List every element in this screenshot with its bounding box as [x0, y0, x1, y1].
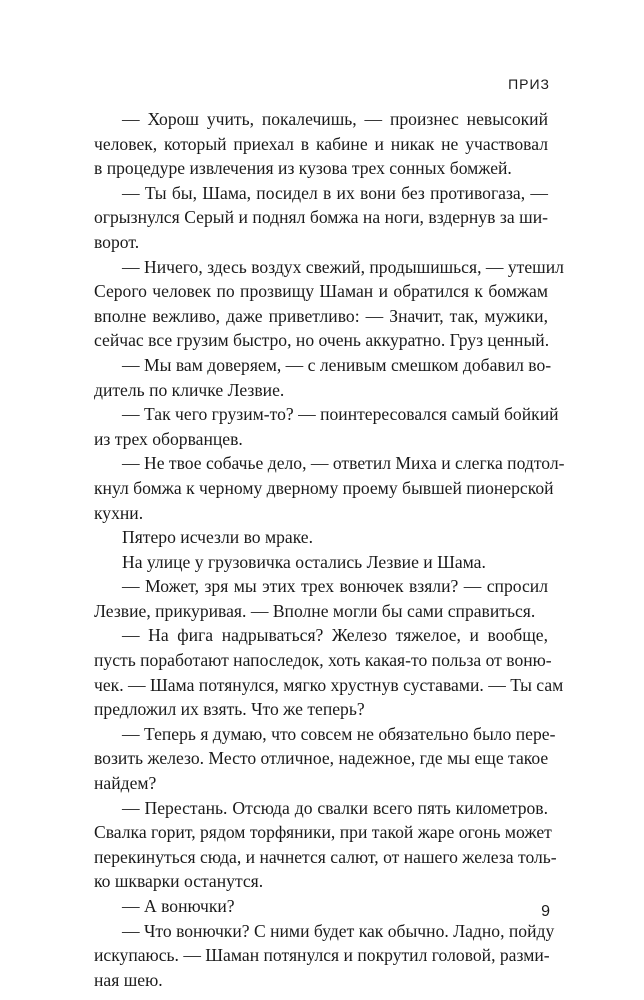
- text-line: дитель по кличке Лезвие.: [94, 379, 285, 400]
- text-line: сейчас все грузим быстро, но очень аккуратно. Груз ценный.: [94, 330, 550, 351]
- text-line: Свалка горит, рядом торфяники, при такой жаре огонь может: [94, 822, 552, 843]
- text-line: — Мы вам доверяем, — с ленивым смешком добавил во-: [122, 354, 552, 375]
- paragraph: [94, 451, 565, 525]
- paragraph: [94, 181, 548, 255]
- text-line: На улице у грузовичка остались Лезвие и Шама.: [122, 551, 486, 572]
- paragraph: [94, 623, 564, 721]
- paragraph: [94, 107, 548, 181]
- paragraph: [94, 574, 548, 623]
- paragraph: [94, 402, 559, 451]
- text-line: — Ничего, здесь воздух свежий, продышишься, — утешил: [122, 256, 564, 277]
- text-line: Пятеро исчезли во мраке.: [122, 527, 314, 548]
- text-line: вполне вежливо, даже приветливо: — Значит, так, мужики,: [94, 305, 548, 326]
- text-line: кнул бомжа к черному дверному проему бывшей пионерской: [94, 477, 554, 498]
- paragraph: [94, 722, 556, 796]
- running-title: ПРИЗ: [508, 76, 550, 92]
- text-line: — Не твое собачье дело, — ответил Миха и слегка подтол-: [122, 453, 565, 474]
- paragraph: [94, 255, 564, 353]
- text-line: Лезвие, прикуривая. — Вполне могли бы сами справиться.: [94, 600, 536, 621]
- text-line: — Ты бы, Шама, посидел в их вони без противогаза, —: [122, 182, 548, 203]
- text-line: чек. — Шама потянулся, мягко хрустнув суставами. — Ты сам: [94, 674, 564, 695]
- page-number: 9: [541, 903, 550, 920]
- paragraph: [94, 796, 557, 894]
- text-line: перекинуться сюда, и начнется салют, от нашего железа толь-: [94, 846, 557, 867]
- text-line: — Хорош учить, покалечишь, — произнес невысокий: [122, 109, 548, 129]
- text-line: из трех оборванцев.: [94, 428, 243, 449]
- paragraph: [94, 525, 548, 550]
- text-line: пусть поработают напоследок, хоть какая-то польза от воню-: [94, 650, 552, 671]
- paragraph: [94, 353, 552, 402]
- text-line: ная шею.: [94, 969, 163, 990]
- text-line: — Может, зря мы этих трех вонючек взяли? — спросил: [122, 576, 548, 597]
- text-line: — Что вонючки? С ними будет как обычно. Ладно, пойду: [122, 920, 555, 941]
- text-line: — А вонючки?: [122, 896, 235, 916]
- text-line: возить железо. Место отличное, надежное, где мы еще такое: [94, 748, 549, 769]
- text-line: Серого человек по прозвищу Шаман и обратился к бомжам: [94, 281, 548, 302]
- text-line: найдем?: [94, 773, 157, 794]
- text-line: искупаюсь. — Шаман потянулся и покрутил головой, разми-: [94, 945, 550, 966]
- text-line: предложил их взять. Что же теперь?: [94, 699, 365, 720]
- text-line: — Перестань. Отсюда до свалки всего пять километров.: [122, 797, 548, 818]
- text-line: огрызнулся Серый и поднял бомжа на ноги, вздернув за ши-: [94, 207, 548, 228]
- text-line: человек, который приехал в кабине и никак не участвовал: [94, 133, 548, 154]
- paragraph: [94, 894, 548, 919]
- text-line: — На фига надрываться? Железо тяжелое, и вообще,: [122, 625, 548, 646]
- paragraph: [94, 919, 555, 993]
- paragraph: [94, 550, 548, 575]
- text-line: — Так чего грузим-то? — поинтересовался самый бойкий: [122, 404, 559, 425]
- text-line: кухни.: [94, 502, 144, 523]
- body-text: [94, 107, 565, 992]
- text-line: — Теперь я думаю, что совсем не обязательно было пере-: [122, 723, 556, 744]
- text-line: ко шкварки останутся.: [94, 871, 264, 892]
- text-line: в процедуре извлечения из кузова трех сонных бомжей.: [94, 158, 512, 179]
- text-line: ворот.: [94, 231, 140, 252]
